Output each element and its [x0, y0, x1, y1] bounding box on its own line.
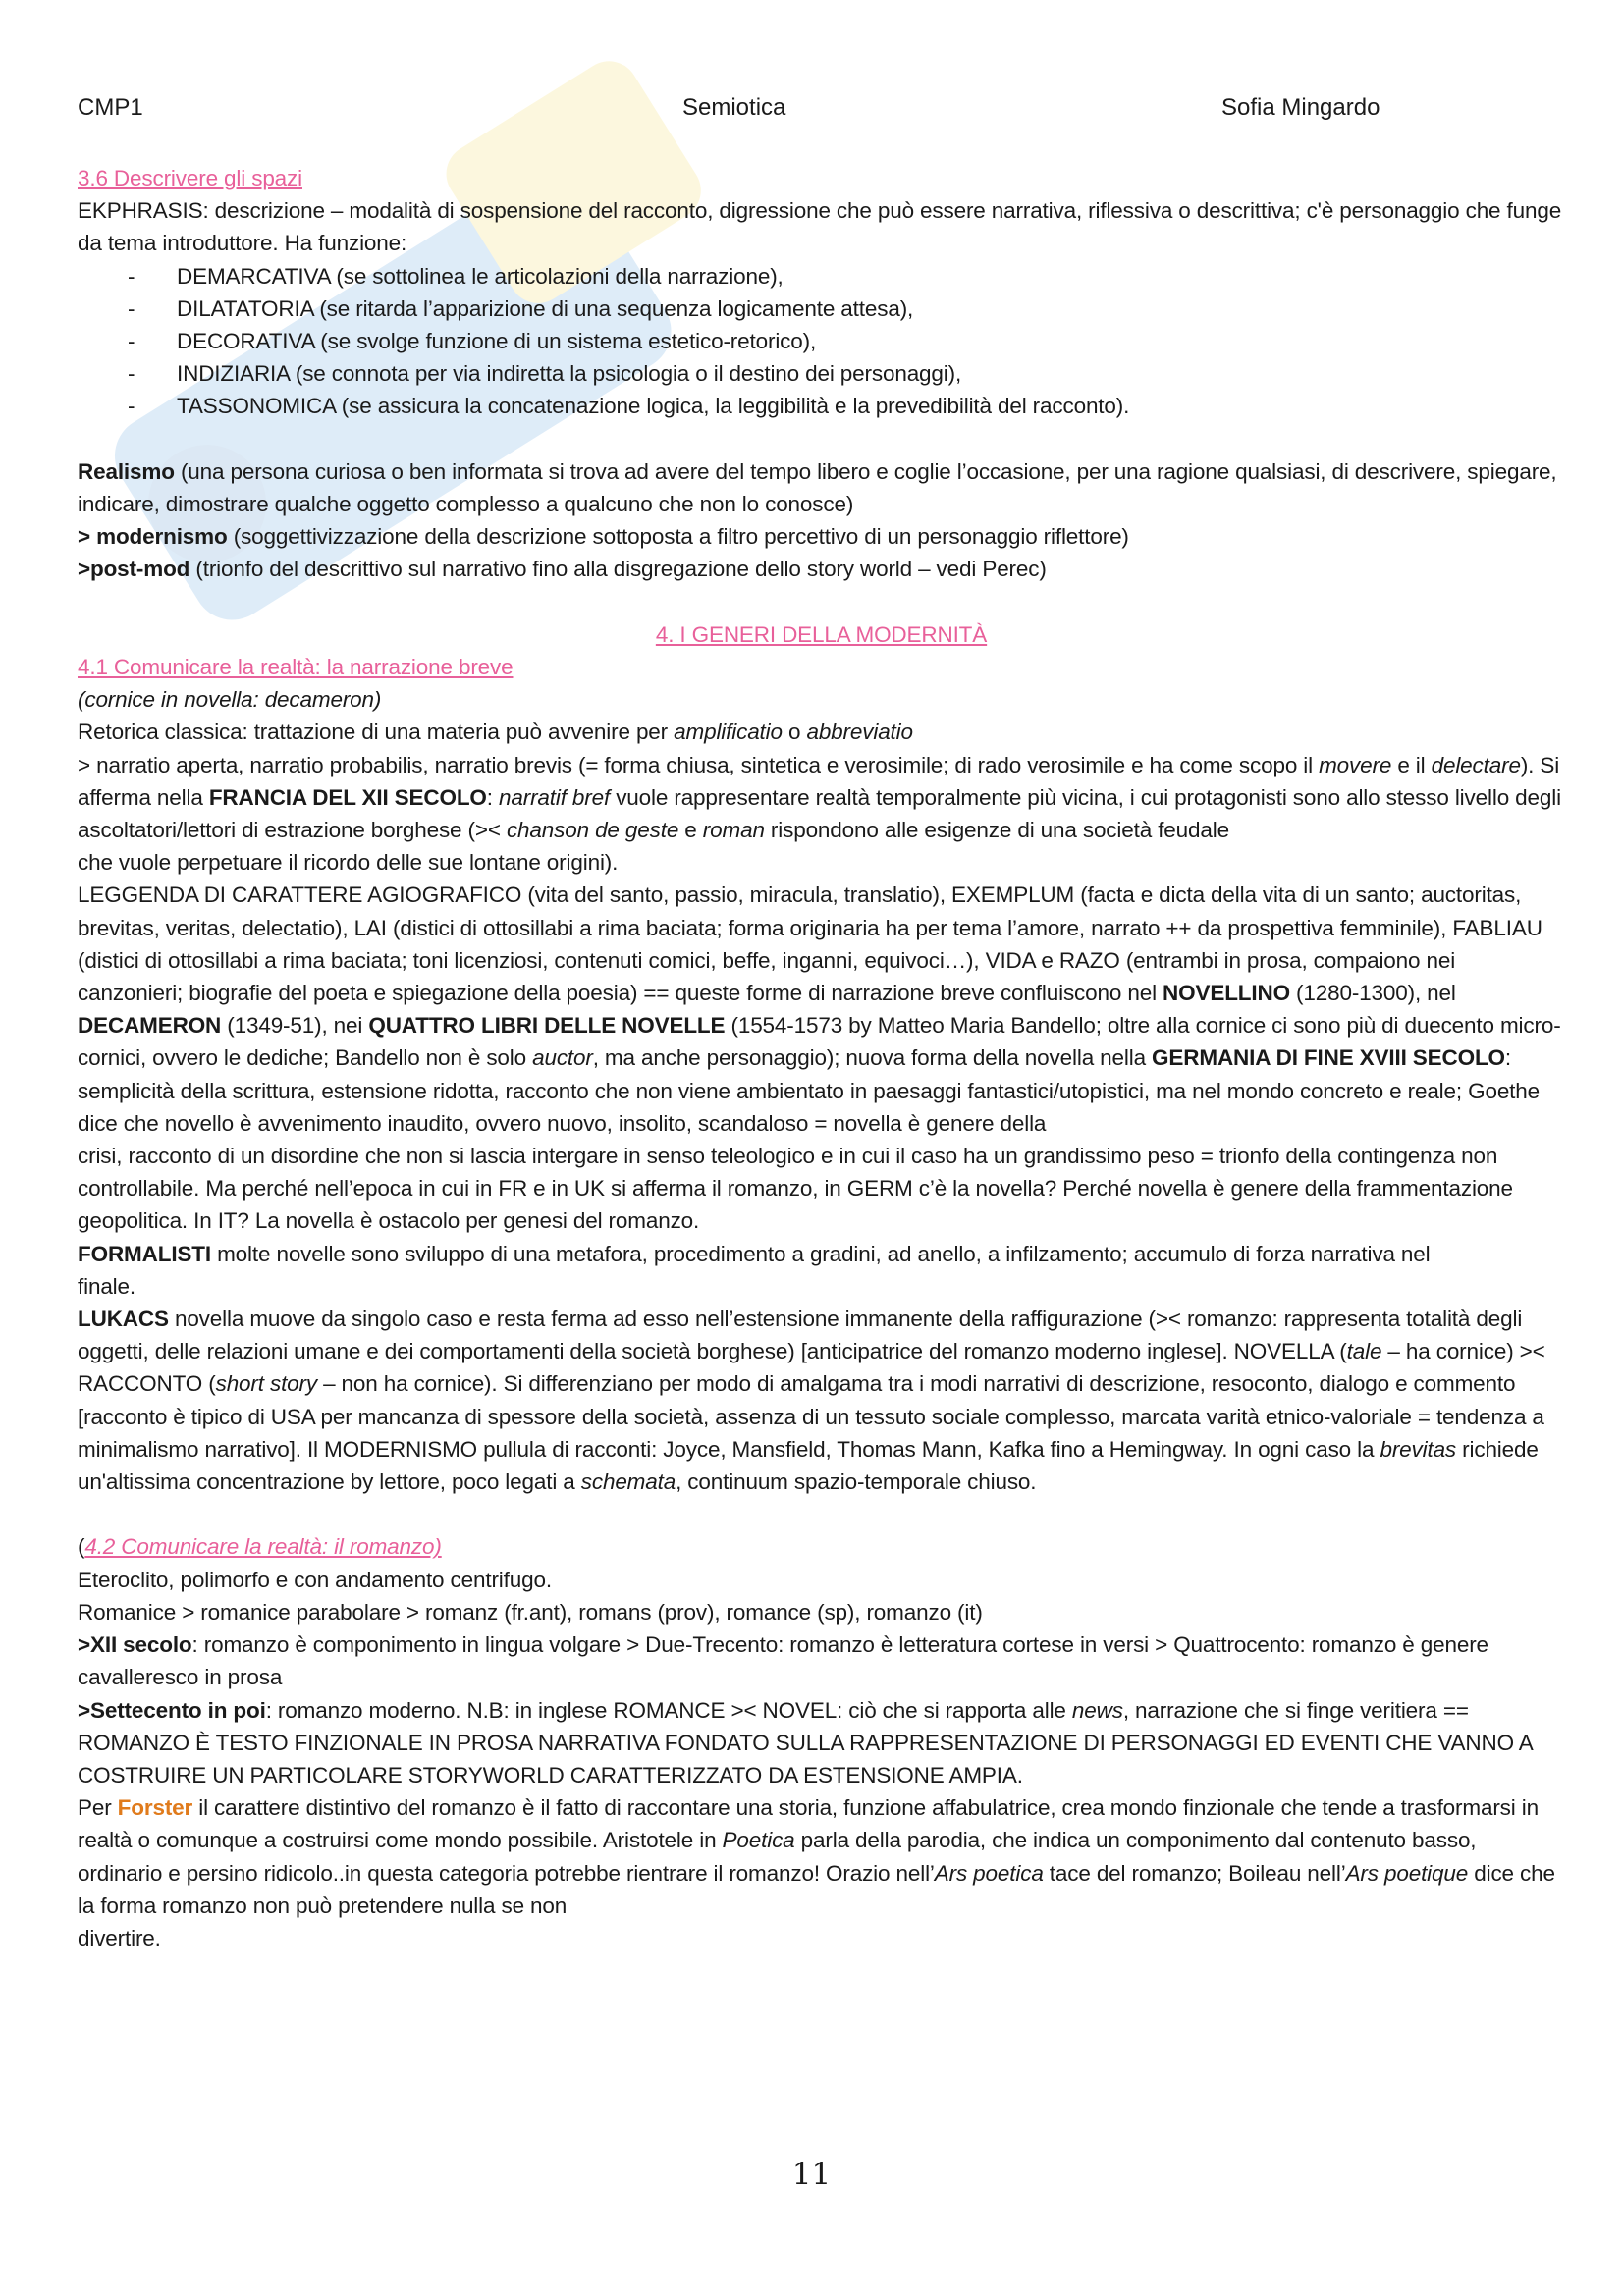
section-4-2-link[interactable]: 4.2 Comunicare la realtà: il romanzo) — [84, 1534, 442, 1560]
section-4-1-link[interactable]: 4.1 Comunicare la realtà: la narrazione breve — [78, 655, 514, 680]
spacer — [78, 423, 1565, 455]
modernismo-term: > modernismo — [78, 524, 228, 550]
text-run: tale — [1346, 1339, 1382, 1364]
section-4-1-title[interactable] — [78, 651, 1565, 683]
text-run: news — [1071, 1697, 1123, 1723]
text-run: Poetica — [722, 1828, 795, 1853]
text-run: narratif bref — [499, 784, 611, 810]
postmod-paragraph — [78, 553, 1565, 585]
text-run: schemata — [580, 1469, 676, 1495]
text-run: , ma anche personaggio); nuova forma della novella nella — [592, 1045, 1153, 1071]
spacer — [78, 1498, 1565, 1530]
ekphrasis-functions-list — [78, 260, 1565, 423]
text-run: (1554-1573 by Matteo Maria Bandello; oltre alla cornice ci sono più di duecento micro-cornici, ovvero le dediche; Bandello non è solo — [78, 1013, 1561, 1071]
text-run: QUATTRO LIBRI DELLE NOVELLE — [368, 1013, 726, 1039]
list-item: - DILATATORIA (se ritarda l’apparizione di una sequenza logicamente attesa), — [78, 293, 1565, 325]
text-run: > narratio aperta, narratio probabilis, narratio brevis (= forma chiusa, sintetica e verosimile; di rado verosimile e ha come scopo il — [78, 752, 1320, 777]
text-run: (1280-1300), nel — [1289, 981, 1456, 1006]
text-run: auctor — [532, 1045, 593, 1071]
leggenda-paragraph — [78, 879, 1565, 1140]
document-body — [78, 162, 1565, 1954]
text-run: movere — [1319, 752, 1392, 777]
text-run: chanson de geste — [506, 818, 679, 843]
text-run: brevitas — [1380, 1436, 1457, 1462]
text-run: – non ha cornice). Si differenziano per modo di amalgama tra i modi narrativi di descrizione, resoconto, dialogo e commento [racconto è tipico di USA per mancanza di spessore della società, assenza di un tessuto sociale complesso, marcata varità etnico-valoriale = tendenza a minimalismo narrativo]. Il MODERNISMO pullula di racconti: Joyce, Mansfield, Thomas Mann, Kafka fino a Hemingway. In ogni caso la — [78, 1371, 1544, 1462]
text-run: rispondono alle esigenze di una società feudale — [764, 818, 1229, 843]
settecento-term: >Settecento in poi — [78, 1697, 266, 1723]
text-run: NOVELLINO — [1163, 981, 1290, 1006]
header-course-code: CMP1 — [78, 94, 143, 121]
narratio-paragraph — [78, 749, 1565, 847]
list-item: - DEMARCATIVA (se sottolinea le articolazioni della narrazione), — [78, 260, 1565, 293]
xii-secolo-paragraph — [78, 1629, 1565, 1693]
text-run: FRANCIA DEL XII SECOLO — [208, 784, 487, 810]
paren-open: ( — [78, 1534, 85, 1560]
text-run: : semplicità della scrittura, estensione ridotta, racconto che non viene ambientato in paesaggi fantastici/utopistici, ma nel mondo concreto e reale; Goethe dice che novello è avvenimento inaudito, ovvero nuovo, insolito, scandaloso = novella è genere della — [78, 1045, 1541, 1136]
ekphrasis-intro: EKPHRASIS: descrizione – modalità di sospensione del racconto, digressione che può essere narrativa, riflessiva o descrittiva; c'è personaggio che funge da tema introduttore. Ha funzione: — [78, 198, 1562, 256]
formalisti-continuation: finale. — [78, 1273, 135, 1299]
text-run: amplificatio — [674, 720, 783, 745]
text-run: abbreviatio — [806, 720, 913, 745]
text-run: : — [486, 784, 499, 810]
section-3-6-link[interactable]: 3.6 Descrivere gli spazi — [78, 166, 302, 190]
text-run: il carattere distintivo del romanzo è il fatto di raccontare una storia, funzione affabulatrice, crea mondo finzionale che tende a trasformarsi in realtà o comunque a costruirsi come mondo possibile. Aristotele in — [78, 1795, 1539, 1853]
postmod-text: (trionfo del descrittivo sul narrativo fino alla disgregazione dello story world – vedi Perec) — [189, 557, 1047, 582]
text-run: GERMANIA DI FINE XVIII SECOLO — [1152, 1045, 1505, 1071]
list-item: - TASSONOMICA (se assicura la concatenazione logica, la leggibilità e la prevedibilità del racconto). — [78, 390, 1565, 422]
xii-secolo-term: >XII secolo — [78, 1632, 192, 1658]
forster-paragraph — [78, 1791, 1565, 1922]
text-run: : romanzo è componimento in lingua volgare > Due-Trecento: romanzo è letteratura cortese in versi > Quattrocento: romanzo è genere cavalleresco in prosa — [78, 1632, 1488, 1690]
settecento-paragraph — [78, 1694, 1565, 1792]
narratio-continuation: che vuole perpetuare il ricordo delle sue lontane origini). — [78, 850, 619, 876]
romanzo-line-2: Romanice > romanice parabolare > romanz (fr.ant), romans (prov), romance (sp), romanzo (it) — [78, 1599, 983, 1625]
text-run: vuole rappresentare realtà temporalmente più vicina, i cui protagonisti sono allo stesso livello degli ascoltatori/lettori di estrazione borghese (>< — [78, 784, 1561, 843]
text-run: , narrazione che si finge veritiera == ROMANZO È TESTO FINZIONALE IN PROSA NARRATIVA FONDATO SULLA RAPPRESENTAZIONE DI PERSONAGGI ED EVENTI CHE VANNO A COSTRUIRE UN PARTICOLARE STORYWORLD CARATTERIZZATO DA ESTENSIONE AMPIA. — [78, 1697, 1533, 1788]
text-run: ). Si afferma nella — [78, 752, 1560, 810]
forster-continuation: divertire. — [78, 1925, 161, 1950]
header-author: Sofia Mingardo — [1221, 94, 1380, 121]
text-run: roman — [702, 818, 765, 843]
section-4-2-title[interactable] — [78, 1530, 1565, 1563]
text-run: tace del romanzo; Boileau nell’ — [1043, 1860, 1346, 1886]
text-run: LEGGENDA DI CARATTERE AGIOGRAFICO (vita del santo, passio, miracula, translatio), EXEMPLUM (facta e dicta della vita di un santo; auctoritas, brevitas, veritas, delectatio), LAI (distici di ottosillabi a rima baciata; forma originaria ha per tema l’amore, narrato ++ da prospettiva femminile), FABLIAU (distici di ottosillabi a rima baciata; toni licenziosi, contenuti comici, beffe, inganni, equivoci…), VIDA e RAZO (entrambi in prosa, compaiono nei canzonieri; biografie del poeta e spiegazione della poesia) == queste forme di narrazione breve confluiscono nel — [78, 882, 1542, 1006]
section-3-6-title[interactable] — [78, 162, 1565, 194]
text-run: short story — [215, 1371, 317, 1397]
header-subject: Semiotica — [682, 94, 786, 121]
crisi-paragraph: crisi, racconto di un disordine che non si lascia intergare in senso teleologico e in cui il caso ha un grandissimo peso = trionfo della contingenza non controllabile. Ma perché nell’epoca in cui in FR e in UK si afferma il romanzo, in GERM c’è la novella? Perché novella è genere della frammentazione geopolitica. In IT? La novella è ostacolo per genesi del romanzo. — [78, 1144, 1513, 1234]
realismo-paragraph — [78, 455, 1565, 520]
page-number: 11 — [791, 2157, 832, 2192]
modernismo-text: (soggettivizzazione della descrizione sottoposta a filtro percettivo di un personaggio riflettore) — [227, 524, 1129, 550]
text-run: Retorica classica: trattazione di una materia può avvenire per — [78, 720, 675, 745]
text-run: e il — [1391, 752, 1432, 777]
text-run: DECAMERON — [78, 1013, 222, 1039]
text-run: o — [782, 720, 807, 745]
cornice-text: (cornice in novella: decameron) — [78, 687, 382, 713]
lukacs-paragraph — [78, 1303, 1565, 1498]
text-run: Ars poetique — [1345, 1860, 1469, 1886]
spacer — [78, 586, 1565, 618]
text-run: novella muove da singolo caso e resta ferma ad esso nell’estensione immanente della raffigurazione (>< romanzo: rappresenta totalità degli oggetti, delle relazioni umane e dei comportamenti della società borghese) [anticipatrice del romanzo moderno inglese]. NOVELLA ( — [78, 1307, 1523, 1364]
cornice-note — [78, 683, 1565, 716]
modernismo-paragraph — [78, 520, 1565, 553]
romanzo-line-1: Eteroclito, polimorfo e con andamento centrifugo. — [78, 1567, 552, 1592]
realismo-text: (una persona curiosa o ben informata si trova ad avere del tempo libero e coglie l’occasione, per una ragione qualsiasi, di descrivere, spiegare, indicare, dimostrare qualche oggetto complesso a qualcuno che non lo conosce) — [78, 458, 1557, 517]
list-item: - DECORATIVA (se svolge funzione di un sistema estetico-retorico), — [78, 325, 1565, 357]
postmod-term: >post-mod — [78, 557, 190, 582]
text-run: : romanzo moderno. N.B: in inglese ROMANCE >< NOVEL: ciò che si rapporta alle — [265, 1697, 1072, 1723]
text-run: , continuum spazio-temporale chiuso. — [676, 1469, 1037, 1495]
text-run: Ars poetica — [934, 1860, 1044, 1886]
text-run: parla della parodia, che indica un componimento dal contenuto basso, ordinario e persino ridicolo..in questa categoria potrebbe rientrare il romanzo! Orazio nell’ — [78, 1828, 1477, 1886]
lukacs-term: LUKACS — [78, 1307, 169, 1332]
forster-term: Forster — [117, 1795, 193, 1821]
realismo-term: Realismo — [78, 458, 175, 484]
section-4-title[interactable] — [78, 618, 1565, 651]
text-run: – ha cornice) >< RACCONTO ( — [78, 1339, 1545, 1397]
text-run: dice che la forma romanzo non può pretendere nulla se non — [78, 1860, 1555, 1918]
section-4-link[interactable]: 4. I GENERI DELLA MODERNITÀ — [655, 621, 988, 647]
text-run: (1349-51), nei — [221, 1013, 369, 1039]
list-item: - INDIZIARIA (se connota per via indiretta la psicologia o il destino dei personaggi), — [78, 357, 1565, 390]
text-run: Per — [78, 1795, 118, 1821]
formalisti-paragraph — [78, 1238, 1565, 1270]
text-run: delectare — [1431, 752, 1521, 777]
text-run: richiede un'altissima concentrazione by lettore, poco legati a — [78, 1436, 1539, 1495]
retorica-line — [78, 716, 1565, 748]
text-run: molte novelle sono sviluppo di una metafora, procedimento a gradini, ad anello, a infilzamento; accumulo di forza narrativa nel — [210, 1241, 1431, 1266]
formalisti-term: FORMALISTI — [78, 1241, 211, 1266]
text-run: e — [678, 818, 703, 843]
